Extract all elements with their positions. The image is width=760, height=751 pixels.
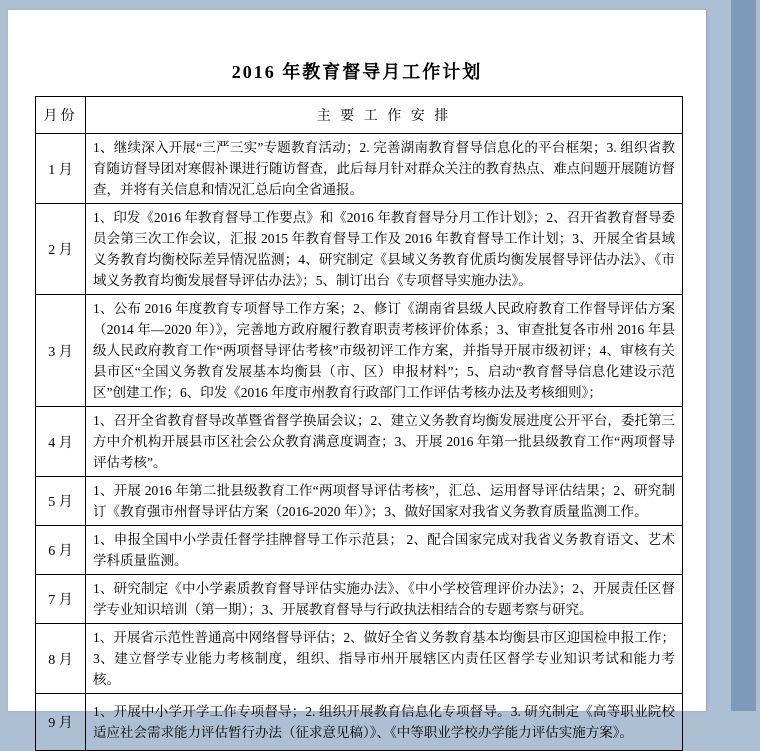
table-row [36, 204, 683, 295]
table-row [36, 624, 683, 694]
month-cell: 5 月 [36, 477, 86, 526]
work-plan-table [35, 96, 683, 751]
tasks-cell: 1、开展中小学开学工作专项督导；2. 组织开展教育信息化专项督导。3. 研究制定《高等职业院校适应社会需求能力评估暂行办法（征求意见稿）》、《中等职业学校办学能力评估实施方案》。 [86, 694, 683, 751]
month-cell: 2 月 [36, 204, 86, 295]
month-cell: 4 月 [36, 407, 86, 477]
month-cell: 6 月 [36, 526, 86, 575]
month-cell: 1 月 [36, 134, 86, 204]
table-row [36, 134, 683, 204]
table-row [36, 407, 683, 477]
tasks-cell: 1、印发《2016 年教育督导工作要点》和《2016 年教育督导分月工作计划》；2、召开省教育督导委员会第三次工作会议，汇报 2015 年教育督导工作及 2016 年教育督导工作计划；3、开展全省县域义务教育均衡校际差异情况监测；4、研究制定《县域义务教育优质均衡发展督导评估办法》、《市域义务教育均衡发展督导评估办法》；5、制订出台《专项督导实施办法》。 [86, 204, 683, 295]
document-page [8, 10, 706, 740]
tasks-cell: 1、开展省示范性普通高中网络督导评估；2、做好全省义务教育基本均衡县市区迎国检申报工作；3、建立督学专业能力考核制度，组织、指导市州开展辖区内责任区督学专业知识考试和能力考核。 [86, 624, 683, 694]
tasks-cell: 1、研究制定《中小学素质教育督导评估实施办法》、《中小学校管理评价办法》；2、开展责任区督学专业知识培训（第一期）；3、开展教育督导与行政执法相结合的专题考察与研究。 [86, 575, 683, 624]
tasks-column-header: 主 要 工 作 安 排 [86, 97, 683, 134]
window-right-strip [731, 0, 756, 711]
table-row [36, 295, 683, 407]
table-row [36, 477, 683, 526]
tasks-cell: 1、召开全省教育督导改革暨省督学换届会议；2、建立义务教育均衡发展进度公开平台，委托第三方中介机构开展县市区社会公众教育满意度调查；3、开展 2016 年第一批县级教育工作“两项督导评估考核”。 [86, 407, 683, 477]
month-column-header: 月份 [36, 97, 86, 134]
tasks-cell: 1、继续深入开展“三严三实”专题教育活动；2. 完善湖南教育督导信息化的平台框架；3. 组织省教育随访督导团对寒假补课进行随访督查，此后每月针对群众关注的教育热点、难点问题开展随访督查，并将有关信息和情况汇总后向全省通报。 [86, 134, 683, 204]
month-cell: 7 月 [36, 575, 86, 624]
tasks-cell: 1、公布 2016 年度教育专项督导工作方案；2、修订《湖南省县级人民政府教育工作督导评估方案（2014 年—2020 年）》，完善地方政府履行教育职责考核评价体系；3、审查批复各市州 2016 年县级人民政府教育工作“两项督导评估考核”市级初评工作方案，并指导开展市级初评；4、审核有关县市区“全国义务教育发展基本均衡县（市、区）申报材料”；5、启动“教育督导信息化建设示范区”创建工作；6、印发《2016 年度市州教育行政部门工作评估考核办法及考核细则》； [86, 295, 683, 407]
table-row [36, 526, 683, 575]
month-cell: 3 月 [36, 295, 86, 407]
table-row [36, 575, 683, 624]
table-header-row [36, 97, 683, 134]
document-title: 2016 年教育督导月工作计划 [231, 62, 483, 82]
table-row [36, 694, 683, 751]
tasks-cell: 1、申报全国中小学责任督学挂牌督导工作示范县； 2、配合国家完成对我省义务教育语文、艺术学科质量监测。 [86, 526, 683, 575]
tasks-cell: 1、开展 2016 年第二批县级教育工作“两项督导评估考核”，汇总、运用督导评估结果；2、研究制订《教育强市州督导评估方案（2016-2020 年）》；3、做好国家对我省义务教育质量监测工作。 [86, 477, 683, 526]
month-cell: 9 月 [36, 694, 86, 751]
month-cell: 8 月 [36, 624, 86, 694]
